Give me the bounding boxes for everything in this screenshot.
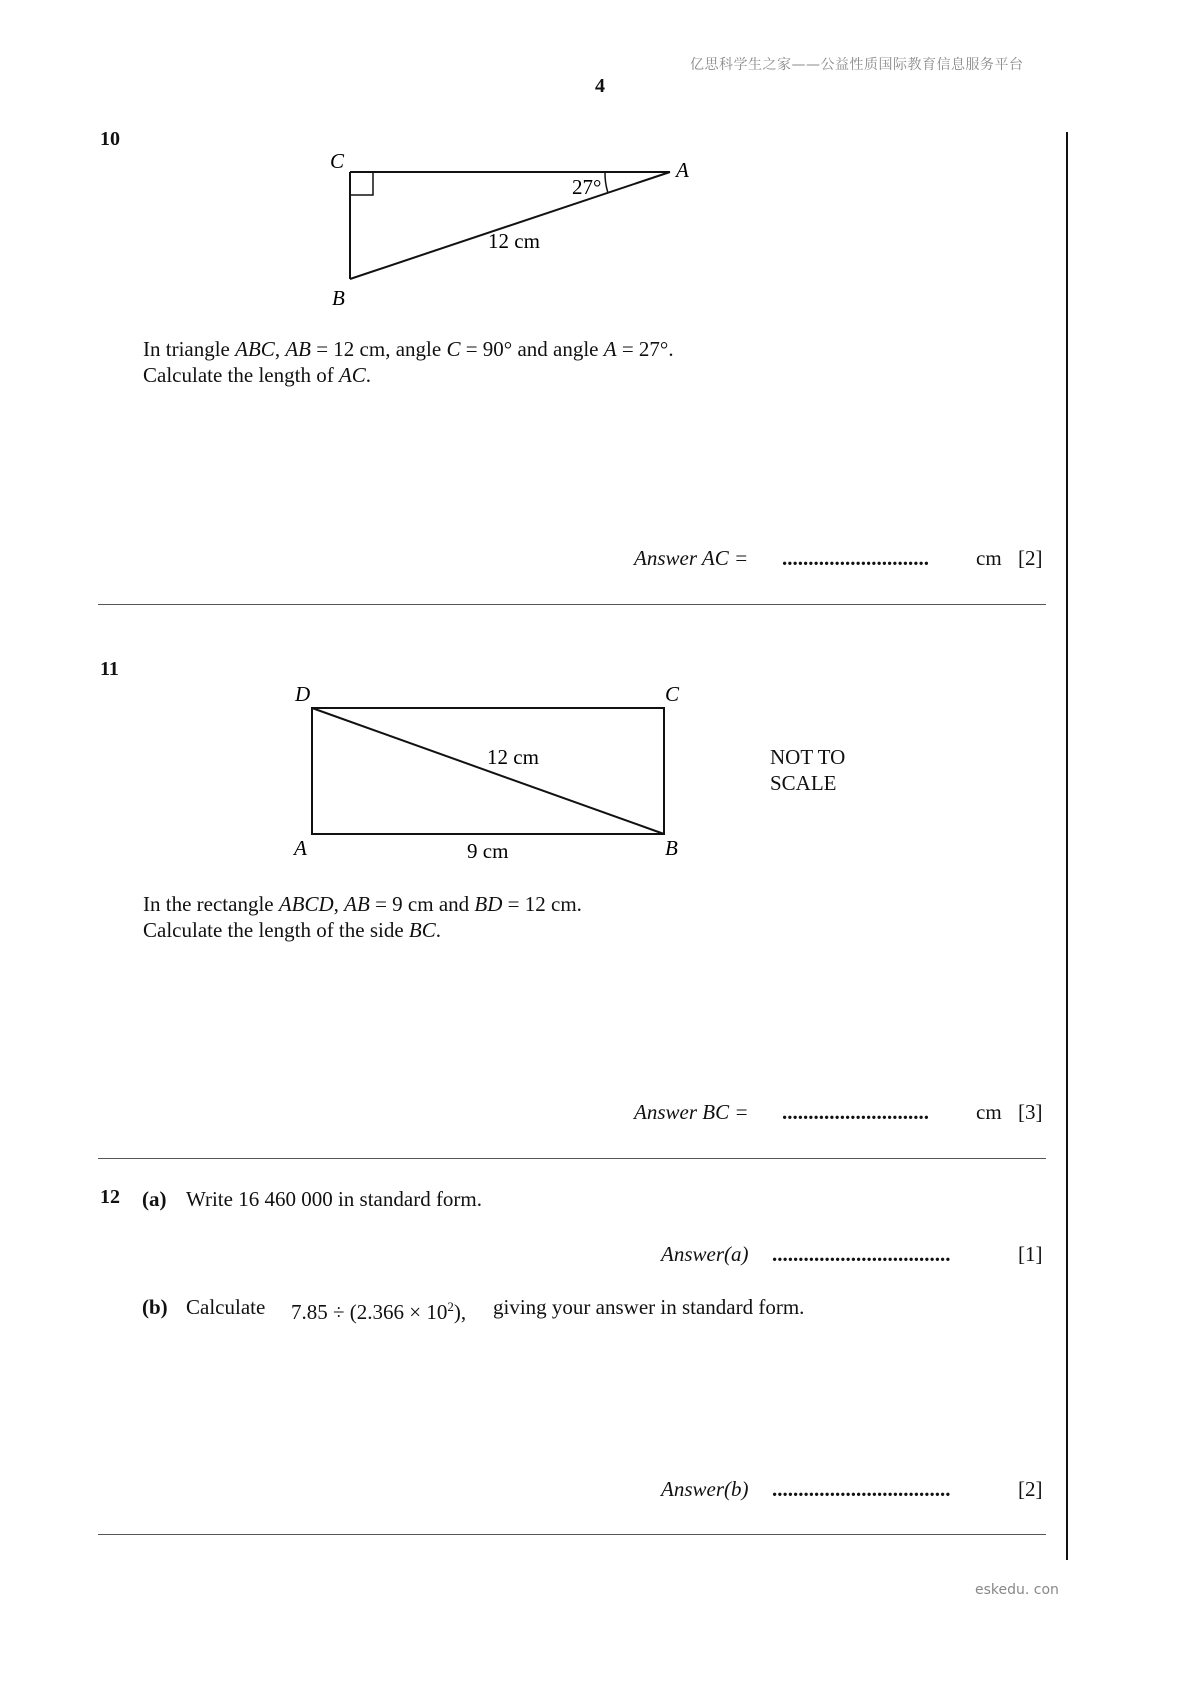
q10-answer-unit: cm xyxy=(976,546,1002,570)
q10-hyp-label: 12 cm xyxy=(488,229,540,253)
q10-right-angle-mark xyxy=(350,172,373,195)
q12-divider xyxy=(98,1534,1046,1535)
q10-label-c: C xyxy=(330,149,345,173)
q11-label-d: D xyxy=(295,682,311,706)
q12a-text: Write 16 460 000 in standard form. xyxy=(186,1187,483,1211)
q11-not-to-scale-2: SCALE xyxy=(770,771,837,795)
q10-divider xyxy=(98,604,1046,605)
q11-label-a: A xyxy=(294,836,307,860)
q11-answer-unit: cm xyxy=(976,1100,1002,1124)
page-number: 4 xyxy=(595,75,605,97)
q11-label-b: B xyxy=(665,836,678,860)
q10-number: 10 xyxy=(100,128,120,150)
q11-label-c: C xyxy=(665,682,680,706)
q10-label-a: A xyxy=(676,158,689,182)
q12a-answer-field[interactable]: .................................. xyxy=(772,1242,951,1266)
q12b-expression: $7.85 \div (2.366 \times 10^2)$, xyxy=(291,1299,467,1324)
q12b-text-a: Calculate xyxy=(186,1295,266,1319)
q12a-marks: [1] xyxy=(1018,1242,1043,1266)
q11-rectangle-diagram xyxy=(285,676,705,866)
q10-side-ab xyxy=(350,172,670,279)
q11-marks: [3] xyxy=(1018,1100,1043,1124)
q10-label-b: B xyxy=(332,286,345,308)
q10-marks: [2] xyxy=(1018,546,1043,570)
q11-divider xyxy=(98,1158,1046,1159)
header-site-text: 亿思科学生之家——公益性质国际教育信息服务平台 xyxy=(690,57,1024,73)
q11-diag-label: 12 cm xyxy=(487,745,539,769)
q11-answer-label: Answer BC = xyxy=(634,1100,749,1124)
q10-triangle-diagram xyxy=(320,148,700,308)
q10-angle-arc xyxy=(605,172,608,193)
q11-text-line1: In the rectangle ABCD, AB = 9 cm and BD = 12 cm. xyxy=(143,892,582,916)
q10-angle-label: 27° xyxy=(572,175,602,199)
q10-answer-field[interactable]: ............................ xyxy=(782,546,929,570)
q12a-answer-label: Answer(a) xyxy=(661,1242,749,1266)
q11-answer-field[interactable]: ............................ xyxy=(782,1100,929,1124)
q11-diagonal-bd xyxy=(312,708,664,834)
q12b-marks: [2] xyxy=(1018,1477,1043,1501)
footer-site-text: eskedu. con xyxy=(975,1582,1059,1598)
q11-not-to-scale-1: NOT TO xyxy=(770,745,846,769)
q10-text-line1: In triangle ABC, AB = 12 cm, angle C = 90° and angle A = 27°. xyxy=(143,337,674,361)
q12-number: 12 xyxy=(100,1186,120,1208)
q12b-label: (b) xyxy=(142,1295,168,1319)
q12b-answer-field[interactable]: .................................. xyxy=(772,1477,951,1501)
q11-base-label: 9 cm xyxy=(467,839,509,863)
q11-text-line2: Calculate the length of the side BC. xyxy=(143,918,442,942)
q12b-text-b: giving your answer in standard form. xyxy=(493,1295,805,1319)
q12a-label: (a) xyxy=(142,1187,167,1211)
q11-number: 11 xyxy=(100,658,119,680)
margin-line xyxy=(1066,132,1068,1560)
q10-text-line2: Calculate the length of AC. xyxy=(143,363,372,387)
q12b-answer-label: Answer(b) xyxy=(661,1477,749,1501)
q10-answer-label: Answer AC = xyxy=(634,546,749,570)
